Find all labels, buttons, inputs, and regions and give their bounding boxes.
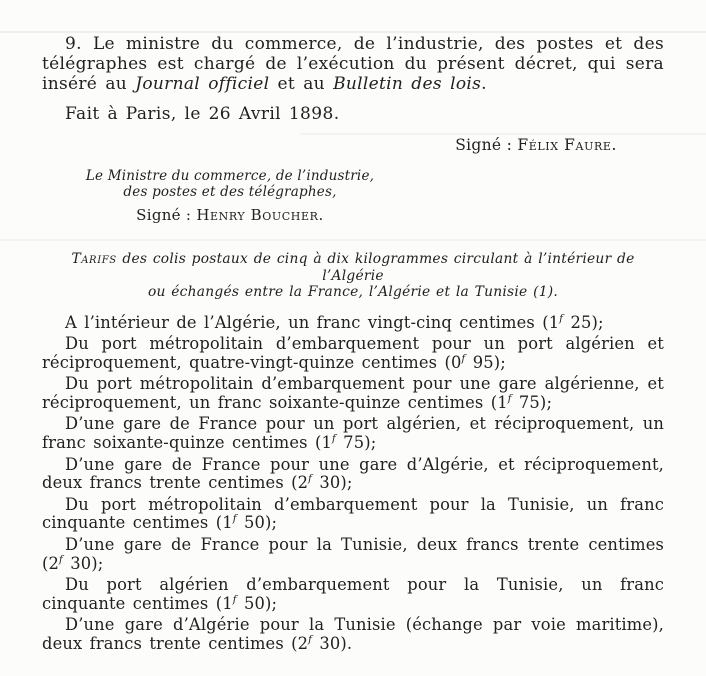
tariff-item-gare-france-port-algerien: D’une gare de France pour un port algérien, et réciproquement, un franc soixante-quinze centimes (1$^f$ 75); [42, 414, 664, 453]
tariffs-heading [42, 251, 664, 301]
minister-title-line-1: Le Ministre du commerce, de l’industrie, [85, 168, 375, 184]
tariff-item-gare-france-gare-algerie: D’une gare de France pour une gare d’Algérie, et réciproquement, deux francs trente centimes (2$^f$ 30); [42, 454, 664, 493]
tariffs-heading-line-2: ou échangés entre la France, l’Algérie et la Tunisie (1). [147, 284, 559, 300]
tariffs-heading-line-1: Tarifs des colis postaux de cinq à dix kilogrammes circulant à l’intérieur de l’Algérie [71, 251, 635, 284]
scan-artifact-band [300, 133, 706, 135]
scan-artifact-band [0, 31, 706, 33]
signature-minister: Signé : Henry Boucher. [136, 206, 324, 224]
tariff-item-port-algerien-tunisie: Du port algérien d’embarquement pour la Tunisie, un franc cinquante centimes (1$^f$ 50); [42, 575, 664, 613]
tariff-list [42, 314, 664, 654]
tariff-item-gare-france-tunisie: D’une gare de France pour la Tunisie, deux francs trente centimes (2$^f$ 30); [42, 535, 664, 573]
tariff-item-port-metropolitain-gare-algerienne: Du port métropolitain d’embarquement pour une gare algérienne, et réciproquement, un franc soixante-quinze centimes (1$^f$ 75); [42, 374, 664, 412]
decree-article-9-paragraph: 9. Le ministre du commerce, de l’industrie, des postes et des télégraphes est chargé de l’exécution du présent décret, qui sera inséré au Journal officiel et au Bulletin des lois. [42, 34, 664, 94]
tariff-item-port-metropolitain-tunisie: Du port métropolitain d’embarquement pour la Tunisie, un franc cinquante centimes (1$^f$ 50); [42, 494, 664, 533]
decree-date-line: Fait à Paris, le 26 Avril 1898. [65, 104, 340, 124]
minister-title-line-2: des postes et des télégraphes, [123, 184, 337, 200]
signature-president: Signé : Félix Faure. [455, 136, 617, 154]
scan-artifact-band [0, 239, 706, 241]
tariff-item-interieur-algerie: A l’intérieur de l’Algérie, un franc vingt-cinq centimes (1$^f$ 25); [65, 312, 604, 332]
tariff-item-gare-algerie-tunisie: D’une gare d’Algérie pour la Tunisie (échange par voie maritime), deux francs trente centimes (2$^f$ 30). [42, 615, 664, 653]
tariff-item-port-metropolitain-port-algerien: Du port métropolitain d’embarquement pour un port algérien et réciproquement, quatre-vingt-quinze centimes (0$^f$ 95); [42, 334, 664, 372]
minister-signature-block [80, 168, 380, 224]
